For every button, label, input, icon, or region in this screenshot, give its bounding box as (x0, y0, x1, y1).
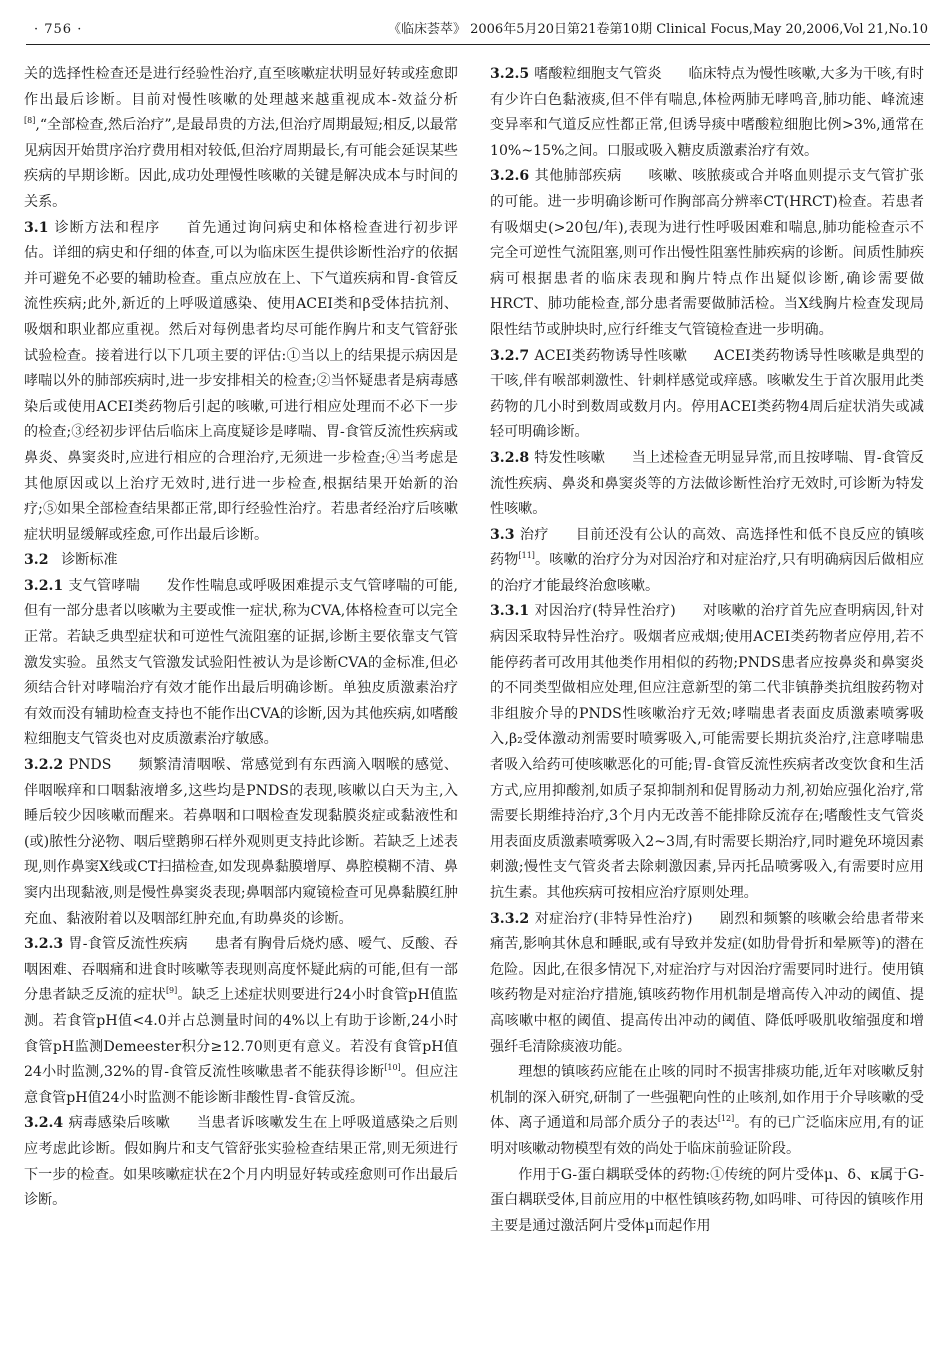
section-3-2-heading: 3.2 诊断标准 (24, 552, 118, 569)
section-heading: 3.2.4 病毒感染后咳嗽 (24, 1115, 171, 1132)
journal-citation: 《临床荟萃》 2006年5月20日第21卷第10期 Clinical Focus,May 20,2006,Vol 21,No.10 (387, 22, 928, 37)
section-3-2-7: 3.2.7 ACEI类药物诱导性咳嗽 ACEI类药物诱导性咳嗽是典型的干咳,伴有喉部刺激性、针刺样感觉或痒感。咳嗽发生于首次服用此类药物的几小时到数周或数月内。停用ACEI类药物4周后症状消失或减轻可明确诊断。 (490, 347, 924, 441)
page-header (26, 16, 930, 45)
section-3-2-8: 3.2.8 特发性咳嗽 当上述检查无明显异常,而且按哮喘、胃-食管反流性疾病、鼻炎和鼻窦炎等的方法做诊断性治疗无效时,可诊断为特发性咳嗽。 (490, 449, 924, 518)
section-3-2-4: 3.2.4 病毒感染后咳嗽 当患者诉咳嗽发生在上呼吸道感染之后则应考虑此诊断。假如胸片和支气管舒张实验检查结果正常,则无须进行下一步的检查。如果咳嗽症状在2个月内明显好转或痊愈则可作出最后诊断。 (24, 1115, 459, 1209)
section-heading: 3.2.7 ACEI类药物诱导性咳嗽 (490, 347, 688, 364)
section-3-2-3: 3.2.3 胃-食管反流性疾病 患者有胸骨后烧灼感、嗳气、反酸、吞咽困难、吞咽痛和进食时咳嗽等表现则高度怀疑此病的可能,但有一部分患者缺乏反流的症状[9]。缺乏上述症状则要进行24小时食管pH值监测。若食管pH值<4.0并占总测量时间的4%以上有助于诊断,24小时食管pH监测Demeester积分≥12.70则更有意义。若没有食管pH值24小时监测,32%的胃-食管反流性咳嗽患者不能获得诊断[10]。但应注意食管pH值24小时监测不能诊断非酸性胃-食管反流。 (24, 936, 459, 1106)
section-heading: 3.2.6 其他肺部疾病 (490, 168, 622, 185)
section-3-2-5: 3.2.5 嗜酸粒细胞支气管炎 临床特点为慢性咳嗽,大多为干咳,有时有少许白色黏液痰,但不伴有喘息,体检两肺无哮鸣音,肺功能、峰流速变异率和气道反应性都正常,但诱导痰中嗜酸粒细胞比例>3%,通常在10%~15%之间。口服或吸入糖皮质激素治疗有效。 (490, 66, 924, 159)
section-3-3-1: 3.3.1 对因治疗(特异性治疗) 对咳嗽的治疗首先应查明病因,针对病因采取特异性治疗。吸烟者应戒烟;使用ACEI类药物者应停用,若不能停药者可改用其他类作用相似的药物;PNDS患者应按鼻炎和鼻窦炎的不同类型做相应处理,但应注意新型的第二代非镇静类抗组胺药物对非组胺介导的PNDS性咳嗽治疗无效;哮喘患者表面皮质激素喷雾吸入,β₂受体激动剂需要时喷雾吸入,可能需要长期抗炎治疗,注意哮喘患者吸入给药可使咳嗽恶化的可能;胃-食管反流性疾病者改变饮食和生活方式,应用抑酸剂,如质子泵抑制剂和促胃肠动力剂,初始应强化治疗,常需要长期维持治疗,3个月内无改善不能排除反流存在;嗜酸性支气管炎用表面皮质激素喷雾吸入2~3周,有时需要长期治疗,同时避免环境因素刺激;慢性支气管炎者去除刺激因素,异丙托品喷雾吸入,有需要时应用抗生素。其他疾病可按相应治疗原则处理。 (490, 603, 924, 901)
paragraph-ideal-antitussive: 理想的镇咳药应能在止咳的同时不损害排痰功能,近年对咳嗽反射机制的深入研究,研制了一些强靶向性的止咳剂,如作用于介导咳嗽的受体、离子通道和局部介质分子的表达[12]。有的已广泛临床应用,有的证明对咳嗽动物模型有效的尚处于临床前验证阶段。 (490, 1064, 925, 1157)
citation-ref: [10] (384, 1063, 401, 1073)
section-heading: 3.2.3 胃-食管反流性疾病 (24, 936, 188, 953)
page-number: · 756 · (34, 22, 83, 37)
section-heading: 3.3.1 对因治疗(特异性治疗) (490, 603, 676, 620)
section-heading: 3.1 诊断方法和程序 (24, 219, 161, 236)
section-heading: 3.3.2 对症治疗(非特异性治疗) (490, 910, 693, 927)
section-heading: 3.2.5 嗜酸粒细胞支气管炎 (490, 66, 662, 82)
section-3-2-6: 3.2.6 其他肺部疾病 咳嗽、咳脓痰或合并咯血则提示支气管扩张的可能。进一步明确诊断可作胸部高分辨率CT(HRCT)检查。若患者有吸烟史(>20包/年),表现为进行性呼吸困难和喘息,肺功能检查示不完全可逆性气流阻塞,则可作出慢性阻塞性肺疾病的诊断。间质性肺疾病可根据患者的临床表现和胸片特点作出疑似诊断,确诊需要做HRCT、肺功能检查,部分患者需要做肺活检。当X线胸片检查发现局限性结节或肿块时,应行纤维支气管镜检查进一步明确。 (490, 168, 924, 338)
paragraph-intro: 关的选择性检查还是进行经验性治疗,直至咳嗽症状明显好转或痊愈即作出最后诊断。目前对慢性咳嗽的处理越来越重视成本-效益分析[8],“全部检查,然后治疗”,是最昂贵的方法,但治疗周期最短;相反,以最常见病因开始贯序治疗费用相对较低,但治疗周期最长,有可能会延误某些疾病的早期诊断。因此,成功处理慢性咳嗽的关键是解决成本与时间的关系。 (24, 66, 458, 210)
section-3-2-2: 3.2.2 PNDS 频繁清清咽喉、常感觉到有东西滴入咽喉的感觉、伴咽喉痒和口咽黏液增多,这些均是PNDS的表现,咳嗽以白天为主,入睡后较少因咳嗽而醒来。若鼻咽和口咽检查发现黏膜炎症或黏液性和(或)脓性分泌物、咽后壁鹅卵石样外观则更支持此诊断。若缺乏上述表现,则作鼻窦X线或CT扫描检查,如发现鼻黏膜增厚、鼻腔模糊不清、鼻窦内出现黏液,则是慢性鼻窦炎表现;鼻咽部内窥镜检查可见鼻黏膜红肿充血、黏液附着以及咽部红肿充血,有助鼻炎的诊断。 (24, 757, 458, 927)
citation-ref: [9] (165, 986, 178, 996)
paragraph-g-protein: 作用于G-蛋白耦联受体的药物:①传统的阿片受体μ、δ、κ属于G-蛋白耦联受体,目前应用的中枢性镇咳药物,如吗啡、可待因的镇咳作用主要是通过激活阿片受体μ而起作用 (490, 1166, 924, 1234)
section-3-1: 3.1 诊断方法和程序 首先通过询问病史和体格检查进行初步评估。详细的病史和仔细的体查,可以为临床医生提供诊断性治疗的依据并可避免不必要的辅助检查。重点应放在上、下气道疾病和胃-食管反流性疾病;此外,新近的上呼吸道感染、使用ACEI类和β受体拮抗剂、吸烟和职业都应重视。然后对每例患者均尽可能作胸片和支气管舒张试验检查。接着进行以下几项主要的评估:①当以上的结果提示病因是哮喘以外的肺部疾病时,进一步安排相关的检查;②当怀疑患者是病毒感染后或使用ACEI类药物后引起的咳嗽,可进行相应处理而不必下一步的检查;③经初步评估后临床上高度疑诊是哮喘、胃-食管反流性疾病或鼻炎、鼻窦炎时,应进行相应的合理治疗,无须进一步检查;④当考虑是其他原因或以上治疗无效时,进行进一步检查,根据结果开始新的治疗;⑤如果全部检查结果都正常,即行经验性治疗。若患者经治疗后咳嗽症状明显缓解或痊愈,可作出最后诊断。 (24, 219, 459, 543)
section-3-2-1: 3.2.1 支气管哮喘 发作性喘息或呼吸困难提示支气管哮喘的可能,但有一部分患者以咳嗽为主要或惟一症状,称为CVA,体格检查可以完全正常。若缺乏典型症状和可逆性气流阻塞的证据,诊断主要依靠支气管激发实验。虽然支气管激发试验阳性被认为是诊断CVA的金标准,但必须结合针对哮喘治疗有效才能作出最后明确诊断。单独皮质激素治疗有效而没有辅助检查支持也不能作出CVA的诊断,因为其他疾病,如嗜酸粒细胞支气管炎也对皮质激素治疗敏感。 (24, 577, 458, 748)
section-heading: 3.2.2 PNDS (24, 757, 112, 774)
citation-ref: [12] (717, 1114, 735, 1124)
section-heading: 3.2.1 支气管哮喘 (24, 577, 141, 594)
citation-ref: [11] (518, 551, 535, 561)
section-heading: 3.2.8 特发性咳嗽 (490, 449, 605, 466)
section-heading: 3.3 治疗 (490, 526, 549, 543)
citation-ref: [8] (24, 116, 36, 126)
left-column (24, 62, 458, 1214)
section-3-3-2: 3.3.2 对症治疗(非特异性治疗) 剧烈和频繁的咳嗽会给患者带来痛苦,影响其休息和睡眠,或有导致并发症(如肋骨骨折和晕厥等)的潜在危险。因此,在很多情况下,对症治疗与对因治疗需要同时进行。使用镇咳药物是对症治疗措施,镇咳药物作用机制是增高传入冲动的阈值、提高咳嗽中枢的阈值、提高传出冲动的阈值、降低呼吸肌收缩强度和增强纤毛清除痰液功能。 (490, 910, 924, 1055)
section-3-3: 3.3 治疗 目前还没有公认的高效、高选择性和低不良反应的镇咳药物[11]。咳嗽的治疗分为对因治疗和对症治疗,只有明确病因后做相应的治疗才能最终治愈咳嗽。 (490, 526, 924, 594)
right-column (490, 62, 924, 1239)
